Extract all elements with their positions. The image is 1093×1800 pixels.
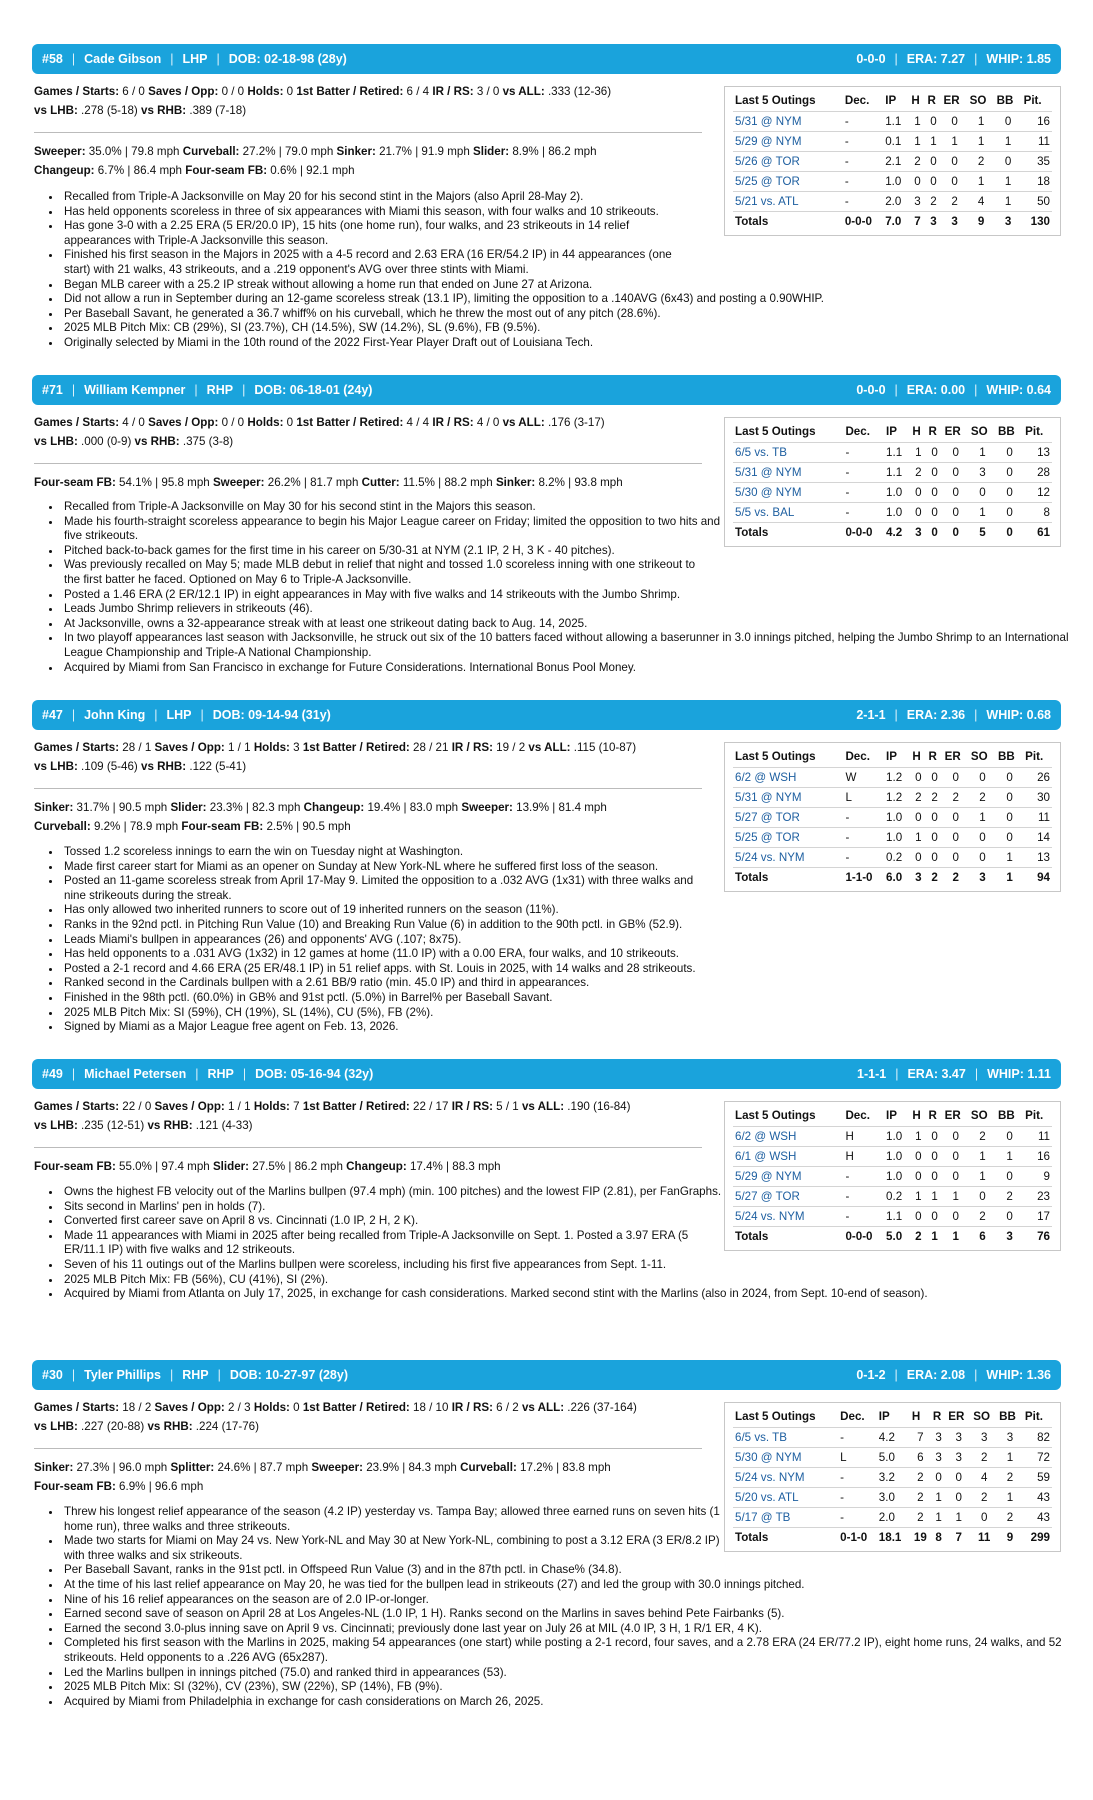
outing-row: 6/1 @ WSH H 1.0 0 0 0 1 1 16 (733, 1147, 1052, 1167)
jersey-number: #49 (42, 1067, 63, 1081)
note-item: • Was previously recalled on May 5; made MLB debut in relief that night and tossed 1.0 scoreless inning with one strikeout to the first batter he faced. Optioned on May 6 to Triple-A Jacksonville. (62, 558, 704, 587)
note-item: • Ranked second in the Cardinals bullpen with a 2.61 BB/9 ratio (min. 45.0 IP) and third in appearances. (62, 976, 1082, 991)
outing-row: 5/31 @ NYM - 1.1 2 0 0 3 0 28 (733, 463, 1052, 483)
player-name: William Kempner (84, 383, 186, 397)
note-item: • Began MLB career with a 25.2 IP streak without allowing a home run that ended on June 27 at Arizona. (62, 278, 1082, 293)
outing-row: 6/2 @ WSH H 1.0 1 0 0 2 0 11 (733, 1127, 1052, 1147)
note-item: • Posted a 2-1 record and 4.66 ERA (25 ER/48.1 IP) in 51 relief apps. with St. Louis in 2025, with 14 walks and 28 strikeouts. (62, 962, 1082, 977)
win-loss-save-record: 0-1-2 (856, 1368, 886, 1382)
date-of-birth: DOB: 10-27-97 (28y) (229, 1368, 348, 1382)
note-item: • Made first career start for Miami as an opener on Sunday at New York-NL where he suffered first loss of the season. (62, 860, 729, 875)
note-item: • Acquired by Miami from San Francisco in exchange for Future Considerations. International Bonus Pool Money. (62, 661, 1082, 676)
player-name: Michael Petersen (84, 1067, 187, 1081)
player-name: John King (84, 708, 146, 722)
outing-row: 5/24 vs. NYM - 1.1 0 0 0 2 0 17 (733, 1207, 1052, 1227)
season-stats: Games / Starts: 18 / 2 Saves / Opp: 2 / 3 Holds: 0 1st Batter / Retired: 18 / 10 IR / RS: 6 / 2 vs ALL: .226 (37-164) vs LHB: .227 (20-88) vs RHB: .224 (17-76) (34, 1401, 637, 1433)
outing-row: 5/30 @ NYM L 5.0 6 3 3 2 1 72 (733, 1448, 1052, 1468)
section-divider (34, 463, 702, 464)
outings-totals-row: Totals 0-0-0 4.2 3 0 0 5 0 61 (733, 523, 1052, 543)
win-loss-save-record: 0-0-0 (856, 383, 886, 397)
era-value: ERA: 2.36 (906, 708, 966, 722)
player-card-petersen (32, 1059, 1061, 1301)
note-item: • 2025 MLB Pitch Mix: FB (56%), CU (41%), SI (2%). (62, 1273, 1082, 1288)
pitch-mix: Four-seam FB: 55.0% | 97.4 mph Slider: 27.5% | 86.2 mph Changeup: 17.4% | 88.3 mph (34, 1160, 501, 1173)
outing-row: 5/30 @ NYM - 1.0 0 0 0 0 0 12 (733, 483, 1052, 503)
note-item: • Acquired by Miami from Atlanta on July 17, 2025, in exchange for cash considerations. Marked second stint with the Marlins (also in 2024, from Sept. 10-end of season). (62, 1287, 1082, 1302)
section-divider (34, 788, 702, 789)
outing-row: 5/21 vs. ATL - 2.0 3 2 2 4 1 50 (733, 192, 1052, 212)
outing-row: 5/27 @ TOR - 1.0 0 0 0 1 0 11 (733, 808, 1052, 828)
note-item: • Has gone 3-0 with a 2.25 ERA (5 ER/20.0 IP), 15 hits (one home run), four walks, and 23 strikeouts in 14 relief appearances with Triple-A Jacksonville this season. (62, 219, 679, 248)
note-item: • Posted an 11-game scoreless streak from April 17-May 9. Limited the opposition to a .032 AVG (1x31) with three walks and nine strikeouts during the streak. (62, 874, 704, 903)
season-stats: Games / Starts: 28 / 1 Saves / Opp: 1 / 1 Holds: 3 1st Batter / Retired: 28 / 21 IR / RS: 19 / 2 vs ALL: .115 (10-87) vs LHB: .109 (5-46) vs RHB: .122 (5-41) (34, 741, 637, 773)
note-item: • Originally selected by Miami in the 10th round of the 2022 First-Year Player Draft out of Louisiana Tech. (62, 336, 1082, 351)
outing-row: 5/25 @ TOR - 1.0 0 0 0 1 1 18 (733, 172, 1052, 192)
throwing-hand: LHP (182, 52, 208, 66)
note-item: • Ranks in the 92nd pctl. in Pitching Run Value (10) and Breaking Run Value (6) in addition to the 90th pctl. in GB% (52.9). (62, 918, 1082, 933)
last-5-outings-table (724, 417, 1061, 547)
last-5-outings-table (724, 1101, 1061, 1251)
note-item: • In two playoff appearances last season with Jacksonville, he struck out six of the 10 batters faced without allowing a baserunner in 3.0 innings pitched, helping the Jumbo Shrimp to an International League Championship and Triple-A National Championship. (62, 631, 1082, 660)
note-item: • Recalled from Triple-A Jacksonville on May 20 for his second stint in the Majors (also April 28-May 2). (62, 190, 729, 205)
outing-row: 5/31 @ NYM L 1.2 2 2 2 2 0 30 (733, 788, 1052, 808)
section-divider (34, 1147, 702, 1148)
note-item: • At the time of his last relief appearance on May 20, he was tied for the bullpen lead in strikeouts (27) and led the group with 30.0 innings pitched. (62, 1578, 1082, 1593)
throwing-hand: LHP (166, 708, 192, 722)
outings-totals-row: Totals 0-0-0 5.0 2 1 1 6 3 76 (733, 1227, 1052, 1247)
jersey-number: #30 (42, 1368, 63, 1382)
note-item: • Finished his first season in the Majors in 2025 with a 4-5 record and 2.63 ERA (16 ER/54.2 IP) in 44 appearances (one start) with 21 walks, 43 strikeouts, and a .219 opponent's AVG over three stints with Miami. (62, 248, 694, 277)
last-5-outings-table (724, 1402, 1061, 1552)
player-name: Tyler Phillips (84, 1368, 161, 1382)
era-value: ERA: 0.00 (906, 383, 966, 397)
whip-value: WHIP: 1.11 (987, 1067, 1051, 1081)
note-item: • Per Baseball Savant, he generated a 36.7 whiff% on his curveball, which he threw the most out of any pitch (28.6%). (62, 307, 1082, 322)
note-item: • At Jacksonville, owns a 32-appearance streak with at least one strikeout dating back to Aug. 14, 2025. (62, 617, 1082, 632)
note-item: • Earned the second 3.0-plus inning save on April 9 vs. Cincinnati; previously done last year on July 26 at MIL (4.0 IP, 3 H, 1 R/1 ER, 4 K). (62, 1622, 1082, 1637)
outings-header-row: Last 5 Outings Dec. IP H R ER SO BB Pit. (735, 425, 1044, 438)
outing-row: 5/20 vs. ATL - 3.0 2 1 0 2 1 43 (733, 1488, 1052, 1508)
player-header-bar: #30 | Tyler Phillips | RHP | DOB: 10-27-97 (28y) 0-1-2 | ERA: 2.08 | WHIP: 1.36 (32, 1360, 1061, 1390)
date-of-birth: DOB: 09-14-94 (31y) (212, 708, 331, 722)
date-of-birth: DOB: 06-18-01 (24y) (254, 383, 373, 397)
outing-row: 5/25 @ TOR - 1.0 1 0 0 0 0 14 (733, 828, 1052, 848)
note-item: • Pitched back-to-back games for the first time in his career on 5/30-31 at NYM (2.1 IP, 2 H, 3 K - 40 pitches). (62, 544, 729, 559)
outing-row: 6/5 vs. TB - 1.1 1 0 0 1 0 13 (733, 443, 1052, 463)
note-item: • Nine of his 16 relief appearances on the season are of 2.0 IP-or-longer. (62, 1593, 1082, 1608)
outings-totals-row: Totals 0-1-0 18.1 19 8 7 11 9 299 (733, 1528, 1052, 1548)
note-item: • 2025 MLB Pitch Mix: CB (29%), SI (23.7%), CH (14.5%), SW (14.2%), SL (9.6%), FB (9.5%). (62, 321, 1082, 336)
note-item: • Did not allow a run in September during an 12-game scoreless streak (13.1 IP), limiting the opposition to a .140AVG (6x43) and posting a 0.90WHIP. (62, 292, 1082, 307)
whip-value: WHIP: 1.36 (986, 1368, 1051, 1382)
outing-row: 5/27 @ TOR - 0.2 1 1 1 0 2 23 (733, 1187, 1052, 1207)
outings-header-row: Last 5 Outings Dec. IP H R ER SO BB Pit. (735, 750, 1044, 763)
era-value: ERA: 2.08 (906, 1368, 966, 1382)
note-item: • Seven of his 11 outings out of the Marlins bullpen were scoreless, including his first five appearances from Sept. 1-11. (62, 1258, 729, 1273)
date-of-birth: DOB: 05-16-94 (32y) (255, 1067, 374, 1081)
jersey-number: #58 (42, 52, 63, 66)
note-item: • Earned second save of season on April 28 at Los Angeles-NL (1.0 IP, 1 H). Ranks second on the Marlins in saves behind Pete Fairbanks (5). (62, 1607, 1082, 1622)
note-item: • Has held opponents scoreless in three of six appearances with Miami this season, with four walks and 10 strikeouts. (62, 205, 729, 220)
note-item: • Owns the highest FB velocity out of the Marlins bullpen (97.4 mph) (min. 100 pitches) and the lowest FIP (2.81), per FanGraphs. (62, 1185, 729, 1200)
player-card-king (32, 700, 1061, 1034)
note-item: • Leads Miami's bullpen in appearances (26) and opponents' AVG (.107; 8x75). (62, 933, 1082, 948)
era-value: ERA: 3.47 (907, 1067, 966, 1081)
outings-header-row: Last 5 Outings Dec. IP H R ER SO BB Pit. (735, 1109, 1044, 1122)
win-loss-save-record: 0-0-0 (856, 52, 886, 66)
note-item: • Led the Marlins bullpen in innings pitched (75.0) and ranked third in appearances (53). (62, 1666, 1082, 1681)
note-item: • Recalled from Triple-A Jacksonville on May 30 for his second stint in the Majors this season. (62, 500, 729, 515)
pitch-mix: Sinker: 31.7% | 90.5 mph Slider: 23.3% | 82.3 mph Changeup: 19.4% | 83.0 mph Sweeper: 13.9% | 81.4 mph Curveball: 9.2% | 78.9 mph Four-seam FB: 2.5% | 90.5 mph (34, 801, 607, 833)
throwing-hand: RHP (206, 383, 234, 397)
note-item: • Per Baseball Savant, ranks in the 91st pctl. in Offspeed Run Value (3) and in the 87th pctl. in Chase% (34.8). (62, 1563, 1082, 1578)
pitch-mix: Sinker: 27.3% | 96.0 mph Splitter: 24.6% | 87.7 mph Sweeper: 23.9% | 84.3 mph Curveball: 17.2% | 83.8 mph Four-seam FB: 6.9% | 96.6 mph (34, 1461, 611, 1493)
outings-totals-row: Totals 0-0-0 7.0 7 3 3 9 3 130 (733, 212, 1052, 232)
throwing-hand: RHP (182, 1368, 209, 1382)
outing-row: 5/24 vs. NYM - 0.2 0 0 0 0 1 13 (733, 848, 1052, 868)
note-item: • Sits second in Marlins' pen in holds (7). (62, 1200, 729, 1215)
note-item: • Made his fourth-straight scoreless appearance to begin his Major League career on Friday; limited the opposition to two hits and five strikeouts. (62, 515, 729, 544)
note-item: • Leads Jumbo Shrimp relievers in strikeouts (46). (62, 602, 1082, 617)
era-value: ERA: 7.27 (906, 52, 966, 66)
note-item: • Signed by Miami as a Major League free agent on Feb. 13, 2026. (62, 1020, 1082, 1035)
win-loss-save-record: 1-1-1 (857, 1067, 887, 1081)
outing-row: 5/24 vs. NYM - 3.2 2 0 0 4 2 59 (733, 1468, 1052, 1488)
note-item: • Has only allowed two inherited runners to score out of 19 inherited runners on the season (11%). (62, 903, 1082, 918)
player-name: Cade Gibson (84, 52, 162, 66)
outing-row: 5/5 vs. BAL - 1.0 0 0 0 1 0 8 (733, 503, 1052, 523)
note-item: • Completed his first season with the Marlins in 2025, making 54 appearances (one start) while posting a 2-1 record, four saves, and a 2.78 ERA (24 ER/77.2 IP), eight home runs, 24 walks, and 52 strikeouts. Held opponents to a .226 AVG (65x287). (62, 1636, 1082, 1665)
last-5-outings-table (724, 742, 1061, 892)
player-card-gibson (32, 44, 1061, 349)
note-item: • Posted a 1.46 ERA (2 ER/12.1 IP) in eight appearances in May with five walks and 14 strikeouts with the Jumbo Shrimp. (62, 588, 1082, 603)
date-of-birth: DOB: 02-18-98 (28y) (228, 52, 347, 66)
jersey-number: #47 (42, 708, 63, 722)
outing-row: 6/2 @ WSH W 1.2 0 0 0 0 0 26 (733, 768, 1052, 788)
note-item: • Threw his longest relief appearance of the season (4.2 IP) yesterday vs. Tampa Bay; allowed three earned runs on seven hits (1 home run), three walks and three strikeouts. (62, 1505, 729, 1534)
note-item: • Converted first career save on April 8 vs. Cincinnati (1.0 IP, 2 H, 2 K). (62, 1214, 729, 1229)
note-item: • Has held opponents to a .031 AVG (1x32) in 12 games at home (11.0 IP) with a 0.00 ERA, four walks, and 10 strikeouts. (62, 947, 1082, 962)
note-item: • 2025 MLB Pitch Mix: SI (32%), CV (23%), SW (22%), SP (14%), FB (9%). (62, 1680, 1082, 1695)
season-stats: Games / Starts: 6 / 0 Saves / Opp: 0 / 0 Holds: 0 1st Batter / Retired: 6 / 4 IR / RS: 3 / 0 vs ALL: .333 (12-36) vs LHB: .278 (5-18) vs RHB: .389 (7-18) (34, 85, 612, 117)
season-stats: Games / Starts: 4 / 0 Saves / Opp: 0 / 0 Holds: 0 1st Batter / Retired: 4 / 4 IR / RS: 4 / 0 vs ALL: .176 (3-17) vs LHB: .000 (0-9) vs RHB: .375 (3-8) (34, 416, 605, 448)
section-divider (34, 1448, 702, 1449)
outing-row: 5/29 @ NYM - 1.0 0 0 0 1 0 9 (733, 1167, 1052, 1187)
player-header-bar: #58 | Cade Gibson | LHP | DOB: 02-18-98 (28y) 0-0-0 | ERA: 7.27 | WHIP: 1.85 (32, 44, 1061, 74)
note-item: • Made two starts for Miami on May 24 vs. New York-NL and May 30 at New York-NL, combining to post a 3.12 ERA (3 ER/8.2 IP) with three walks and six strikeouts. (62, 1534, 729, 1563)
note-item: • Acquired by Miami from Philadelphia in exchange for cash considerations on March 26, 2025. (62, 1695, 1082, 1710)
jersey-number: #71 (42, 383, 63, 397)
outing-row: 6/5 vs. TB - 4.2 7 3 3 3 3 82 (733, 1428, 1052, 1448)
whip-value: WHIP: 0.68 (986, 708, 1051, 722)
last-5-outings-table (724, 86, 1061, 236)
note-item: • Made 11 appearances with Miami in 2025 after being recalled from Triple-A Jacksonville on Sept. 1. Posted a 3.97 ERA (5 ER/11.1 IP) with five walks and 12 strikeouts. (62, 1229, 729, 1258)
whip-value: WHIP: 0.64 (986, 383, 1051, 397)
section-divider (34, 132, 702, 133)
note-item: • 2025 MLB Pitch Mix: SI (59%), CH (19%), SL (14%), CU (5%), FB (2%). (62, 1006, 1082, 1021)
pitch-mix: Sweeper: 35.0% | 79.8 mph Curveball: 27.2% | 79.0 mph Sinker: 21.7% | 91.9 mph Slider: 8.9% | 86.2 mph Changeup: 6.7% | 86.4 mph Four-seam FB: 0.6% | 92.1 mph (34, 145, 597, 177)
player-card-kempner (32, 375, 1069, 674)
outings-header-row: Last 5 Outings Dec. IP H R ER SO BB Pit. (735, 94, 1042, 107)
outing-row: 5/17 @ TB - 2.0 2 1 1 0 2 43 (733, 1508, 1052, 1528)
player-card-phillips (32, 1360, 1062, 1708)
player-header-bar: #47 | John King | LHP | DOB: 09-14-94 (31y) 2-1-1 | ERA: 2.36 | WHIP: 0.68 (32, 700, 1061, 730)
throwing-hand: RHP (207, 1067, 234, 1081)
outing-row: 5/31 @ NYM - 1.1 1 0 0 1 0 16 (733, 112, 1052, 132)
player-header-bar: #71 | William Kempner | RHP | DOB: 06-18-01 (24y) 0-0-0 | ERA: 0.00 | WHIP: 0.64 (32, 375, 1061, 405)
note-item: • Tossed 1.2 scoreless innings to earn the win on Tuesday night at Washington. (62, 845, 729, 860)
outing-row: 5/26 @ TOR - 2.1 2 0 0 2 0 35 (733, 152, 1052, 172)
whip-value: WHIP: 1.85 (986, 52, 1051, 66)
player-header-bar: #49 | Michael Petersen | RHP | DOB: 05-16-94 (32y) 1-1-1 | ERA: 3.47 | WHIP: 1.11 (32, 1059, 1061, 1089)
win-loss-save-record: 2-1-1 (856, 708, 886, 722)
outings-totals-row: Totals 1-1-0 6.0 3 2 2 3 1 94 (733, 868, 1052, 888)
pitch-mix: Four-seam FB: 54.1% | 95.8 mph Sweeper: 26.2% | 81.7 mph Cutter: 11.5% | 88.2 mph Sinker: 8.2% | 93.8 mph (34, 476, 623, 489)
outing-row: 5/29 @ NYM - 0.1 1 1 1 1 1 11 (733, 132, 1052, 152)
note-item: • Finished in the 98th pctl. (60.0%) in GB% and 91st pctl. (5.0%) in Barrel% per Baseball Savant. (62, 991, 1082, 1006)
season-stats: Games / Starts: 22 / 0 Saves / Opp: 1 / 1 Holds: 7 1st Batter / Retired: 22 / 17 IR / RS: 5 / 1 vs ALL: .190 (16-84) vs LHB: .235 (12-51) vs RHB: .121 (4-33) (34, 1100, 631, 1132)
outings-header-row: Last 5 Outings Dec. IP H R ER SO BB Pit. (735, 1410, 1043, 1423)
